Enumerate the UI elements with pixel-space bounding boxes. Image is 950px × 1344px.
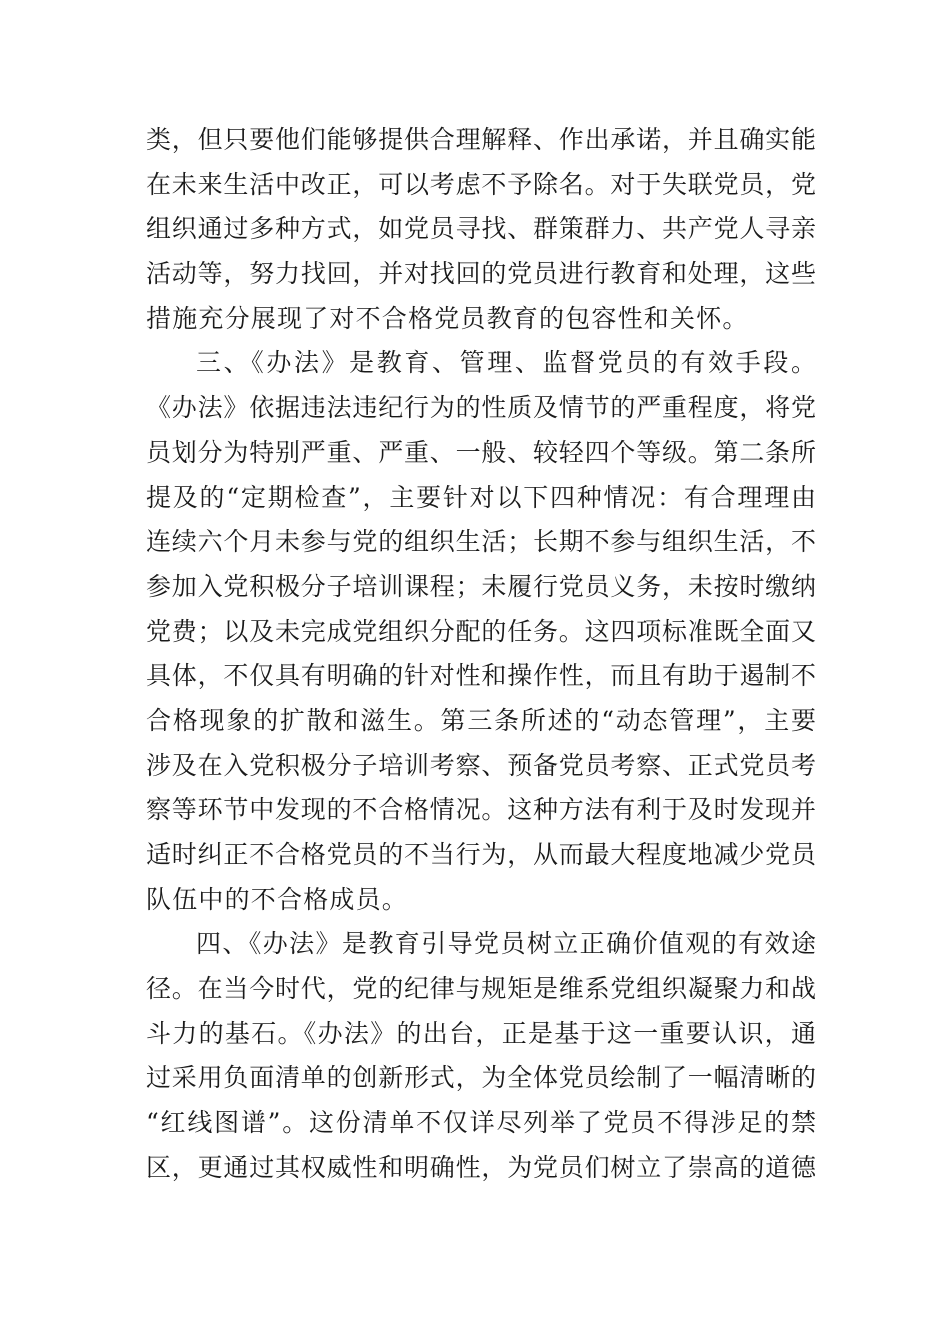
text-line: 径。在当今时代，党的纪律与规矩是维系党组织凝聚力和战	[146, 974, 816, 1004]
text-line: 合格现象的扩散和滋生。第三条所述的“动态管理”，主要	[146, 705, 816, 735]
text-line: 《办法》依据违法违纪行为的性质及情节的严重程度，将党	[146, 393, 816, 423]
text-line: 区，更通过其权威性和明确性，为党员们树立了崇高的道德	[146, 1152, 816, 1182]
text-line: 员划分为特别严重、严重、一般、较轻四个等级。第二条所	[146, 437, 816, 467]
text-line: 类，但只要他们能够提供合理解释、作出承诺，并且确实能	[146, 125, 816, 154]
text-line: 连续六个月未参与党的组织生活；长期不参与组织生活，不	[146, 527, 816, 557]
text-line: 参加入党积极分子培训课程；未履行党员义务，未按时缴纳	[146, 571, 816, 601]
text-line: 党费；以及未完成党组织分配的任务。这四项标准既全面又	[146, 616, 816, 646]
paragraph-heading-four: 四、《办法》是教育引导党员树立正确价值观的有效途	[196, 929, 816, 959]
text-line: 队伍中的不合格成员。	[146, 884, 409, 914]
text-line: 过采用负面清单的创新形式，为全体党员绘制了一幅清晰的	[146, 1063, 816, 1093]
text-line: 措施充分展现了对不合格党员教育的包容性和关怀。	[146, 303, 749, 333]
text-line: 适时纠正不合格党员的不当行为，从而最大程度地减少党员	[146, 840, 816, 869]
text-line: 斗力的基石。《办法》的出台，正是基于这一重要认识，通	[146, 1018, 816, 1048]
paragraph-heading-three: 三、《办法》是教育、管理、监督党员的有效手段。	[196, 348, 816, 378]
text-line: 察等环节中发现的不合格情况。这种方法有利于及时发现并	[146, 795, 816, 825]
text-line: 组织通过多种方式，如党员寻找、群策群力、共产党人寻亲	[146, 214, 816, 244]
text-line: 具体，不仅具有明确的针对性和操作性，而且有助于遏制不	[146, 661, 816, 691]
text-line: 提及的“定期检查”，主要针对以下四种情况：有合理理由	[146, 482, 816, 512]
text-line: 在未来生活中改正，可以考虑不予除名。对于失联党员，党	[146, 169, 816, 199]
body-text	[146, 118, 816, 1191]
text-line: “红线图谱”。这份清单不仅详尽列举了党员不得涉足的禁	[146, 1108, 816, 1138]
text-line: 活动等，努力找回，并对找回的党员进行教育和处理，这些	[146, 259, 816, 289]
text-line: 涉及在入党积极分子培训考察、预备党员考察、正式党员考	[146, 750, 816, 780]
